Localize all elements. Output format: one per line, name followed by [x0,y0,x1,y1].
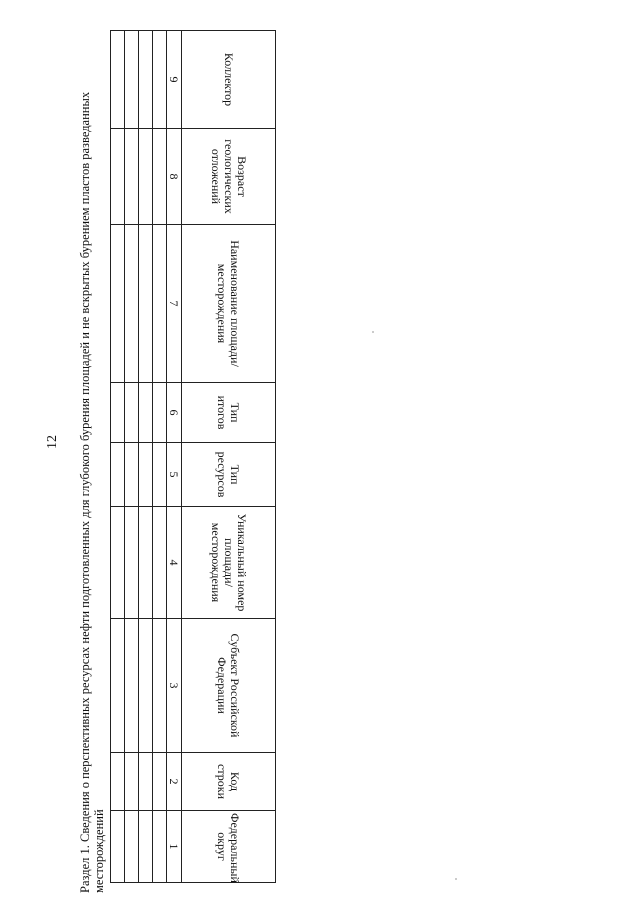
table-cell [125,753,139,811]
column-number: 6 [167,383,182,443]
table-cell [125,31,139,129]
column-number: 1 [167,811,182,883]
table-cell [153,31,167,129]
table-cell [153,443,167,507]
section-caption: Раздел 1. Сведения о перспективных ресурсах нефти подготовленных для глубокого бурения площадей и не вскрытых бурением пластов разведанных месторождений [78,91,106,893]
header-cell: Уникальный номер площади/ месторождения [182,507,276,619]
table-cell [139,31,153,129]
header-cell: Федеральный округ [182,811,276,883]
table-cell [125,619,139,753]
table-cell [125,507,139,619]
table-cell [139,443,153,507]
table-cell [125,383,139,443]
table-cell [111,383,125,443]
header-cell: Возраст геологических отложений [182,129,276,225]
table-cell [153,225,167,383]
table-cell [111,507,125,619]
table-cell [153,753,167,811]
table-cell [139,129,153,225]
table-cell [139,619,153,753]
header-cell: Субъект Российской Федерации [182,619,276,753]
table-cell [125,811,139,883]
table-cell [111,753,125,811]
table-cell [111,225,125,383]
header-cell: Наименование площади/месторождения [182,225,276,383]
header-cell: Тип итогов [182,383,276,443]
column-number: 3 [167,619,182,753]
table-cell [125,129,139,225]
column-number: 7 [167,225,182,383]
table-cell [153,811,167,883]
table-cell [153,507,167,619]
scan-speck [455,878,457,880]
table-cell [111,811,125,883]
header-cell: Код строки [182,753,276,811]
table-cell [111,619,125,753]
column-number: 5 [167,443,182,507]
table-row [153,31,167,883]
column-number: 4 [167,507,182,619]
column-number: 8 [167,129,182,225]
table-row [125,31,139,883]
table-cell [125,225,139,383]
table-cell [139,225,153,383]
table-cell [139,507,153,619]
scan-speck [372,331,374,333]
table-cell [139,753,153,811]
table-cell [111,443,125,507]
table-cell [139,383,153,443]
table-cell [153,383,167,443]
table-cell [111,31,125,129]
table-cell [111,129,125,225]
table-cell [125,443,139,507]
table-row [111,31,125,883]
table-cell [153,619,167,753]
header-cell: Коллектор [182,31,276,129]
column-number-row [167,31,182,883]
table-cell [139,811,153,883]
header-cell: Тип ресурсов [182,443,276,507]
column-number: 2 [167,753,182,811]
header-row [182,31,276,883]
table-row [139,31,153,883]
data-table [110,30,276,883]
page-number: 12 [45,435,60,449]
column-number: 9 [167,31,182,129]
table-cell [153,129,167,225]
